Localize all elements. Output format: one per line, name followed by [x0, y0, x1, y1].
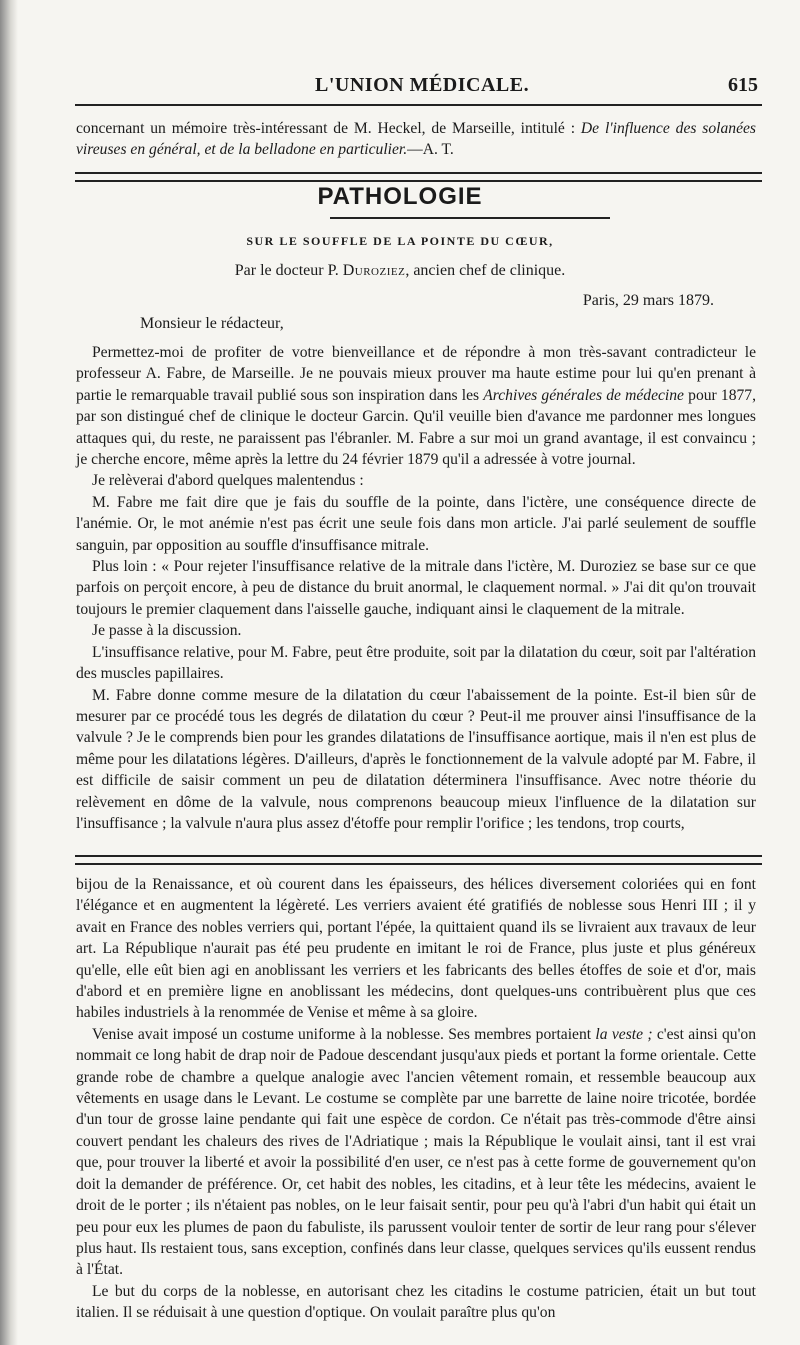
running-title: L'UNION MÉDICALE.: [315, 74, 530, 96]
intro-paragraph: [76, 118, 756, 161]
article-body: [76, 342, 756, 834]
feuilleton-paragraph: Le but du corps de la noblesse, en autorisant chez les citadins le costume patricien, était un but tout italien. Il se réduisait à une question d'optique. On voulait paraître plus qu'on: [76, 1282, 756, 1322]
article-paragraph: M. Fabre donne comme mesure de la dilatation du cœur l'abaissement de la pointe. Est-il bien sûr de mesurer par ce procédé tous les degrés de dilatation du cœur ? Peut-il me prouver ainsi l'insuffisance de la valvule ? Je le comprends bien pour les grandes dilatations de l'insuffisance aortique, mais il n'en est plus de même pour les dilatations légères. D'ailleurs, d'après le fonctionnement de la valvule adopté par M. Fabre, il est difficile de saisir comment un peu de dilatation déterminera l'insuffisance. Avec notre théorie du relèvement en dôme de la valvule, nous comprenons beaucoup mieux l'influence de la dilatation sur l'insuffisance ; la valvule n'aura plus assez d'étoffe pour remplir l'orifice ; les tendons, trop courts,: [76, 686, 756, 832]
feuilleton-paragraph: bijou de la Renaissance, et où courent dans les épaisseurs, des hélices diversement coloriées qui en font l'élégance et en augmentent la légèreté. Les verriers avaient été gratifiés de noblesse sous Henri III ; il y avait en France des nobles verriers qui, portant l'épée, la quittaient quand ils se livraient aux travaux de leur art. La République n'aurait pas été peu prudente en imitant le roi de France, plus juste et plus généreux qu'elle, elle eût bien agi en anoblissant les verriers et les fabricants des belles étoffes de soie et d'or, mais d'abord et en première ligne en anoblissant les médecins, dont quelques-uns contribuèrent plus que ces habiles industriels à la renommée de Venise et même à sa gloire.: [76, 876, 756, 1022]
article-paragraph: L'insuffisance relative, pour M. Fabre, peut être produite, soit par la dilatation du cœur, soit par l'altération des muscles papillaires.: [76, 643, 756, 683]
paragraph-text: pour 1877, par son distingué chef de clinique le docteur Garcin. Qu'il veuille bien d'avance me pardonner mes longues attaques qui, du reste, ne paraissent pas l'ébranler. M. Fabre a sur moi un grand avantage, il est convaincu ; je cherche encore, même après la lettre du 24 février 1879 qu'il a adressée à votre journal.: [76, 386, 757, 469]
page-header: [75, 70, 760, 104]
article-paragraph: Je passe à la discussion.: [92, 622, 242, 640]
salutation: Monsieur le rédacteur,: [140, 315, 284, 332]
section-separator: [75, 172, 762, 182]
article-byline: [0, 262, 800, 280]
paragraph-text: Venise avait imposé un costume uniforme à la noblesse. Ses membres portaient: [92, 1025, 596, 1043]
feuilleton-body: [76, 874, 756, 1324]
page-number: 615: [728, 74, 758, 96]
intro-signature: —A. T.: [407, 141, 454, 159]
feuilleton-separator: [75, 855, 762, 865]
intro-text: [76, 118, 756, 161]
article-paragraph: [76, 342, 756, 470]
byline-prefix: Par le docteur P.: [234, 262, 343, 279]
paragraph-text: Permettez-moi de profiter de votre bienveillance et de répondre à mon très-savant contradicteur le professeur A. Fabre, de Marseille. Je ne pouvais mieux prouver ma haute estime pour lui qu'en prenant à partie le remarquable travail publié sous son inspiration dans les: [76, 344, 756, 404]
section-title: PATHOLOGIE: [317, 183, 483, 210]
dateline: Paris, 29 mars 1879.: [582, 292, 714, 309]
journal-title: Archives générales de médecine: [483, 386, 684, 404]
article-paragraph: Je relèverai d'abord quelques malentendus :: [92, 472, 364, 490]
article-paragraph: Plus loin : « Pour rejeter l'insuffisance relative de la mitrale dans l'ictère, M. Duroziez se base sur ce que parfois on perçoit encore, à peu de distance du bruit anormal, le claquement normal. » J'ai dit qu'on trouvait toujours le premier claquement dans l'aisselle gauche, indiquant ainsi le claquement de la mitrale.: [76, 558, 756, 618]
intro-text-start: concernant un mémoire très-intéressant de M. Heckel, de Marseille, intitulé :: [76, 120, 581, 137]
article-subtitle: SUR LE SOUFFLE DE LA POINTE DU CŒUR,: [246, 234, 554, 248]
header-rule: [75, 104, 762, 106]
paragraph-text: c'est ainsi qu'on nommait ce long habit de drap noir de Padoue descendant jusqu'aux pieds et portant la forme orientale. Cette grande robe de chambre a quelque analogie avec l'ancien vêtement romain, et ressemble beaucoup aux vêtements en usage dans le Levant. Le costume se complète par une barrette de laine noire tricotée, bordée d'un tour de grosse laine pendante qui fait une espèce de cordon. Ce n'était pas très-commode d'être ainsi couvert pendant les chaleurs des rives de l'Adriatique ; mais la République le voulait ainsi, tant il est vrai que, pour trouver la liberté et avoir la possibilité d'en user, ce n'est pas à cette forme de gouvernement qu'on doit la demander de préférence. Or, cet habit des nobles, les citadins, et à leur tête les médecins, avaient le droit de le porter ; ils n'étaient pas nobles, on le leur faisait sentir, pour peu qu'à l'abri d'un habit qui était un peu pour eux les plumes de paon du fabuliste, ils parussent vouloir tenter de sortir de leur rang pour s'élever plus haut. Ils restaient tous, sans exception, confinés dans leur classe, quelques services qu'ils eussent rendus à l'État.: [76, 1025, 756, 1279]
title-rule: [330, 217, 610, 219]
byline-author: Duroziez: [342, 262, 406, 279]
intro-cited-title: De l'influence des solanées vireuses en général, et de la belladone en particulier.: [76, 120, 756, 159]
byline-suffix: , ancien chef de clinique.: [405, 262, 566, 279]
article-paragraph: M. Fabre me fait dire que je fais du souffle de la pointe, dans l'ictère, une conséquence directe de l'anémie. Or, le mot anémie n'est pas écrit une seule fois dans mon article. J'ai parlé seulement de souffle sanguin, par opposition au souffle d'insuffisance mitrale.: [76, 493, 756, 554]
italic-term: la veste ;: [595, 1025, 653, 1043]
feuilleton-paragraph: [76, 1024, 756, 1281]
